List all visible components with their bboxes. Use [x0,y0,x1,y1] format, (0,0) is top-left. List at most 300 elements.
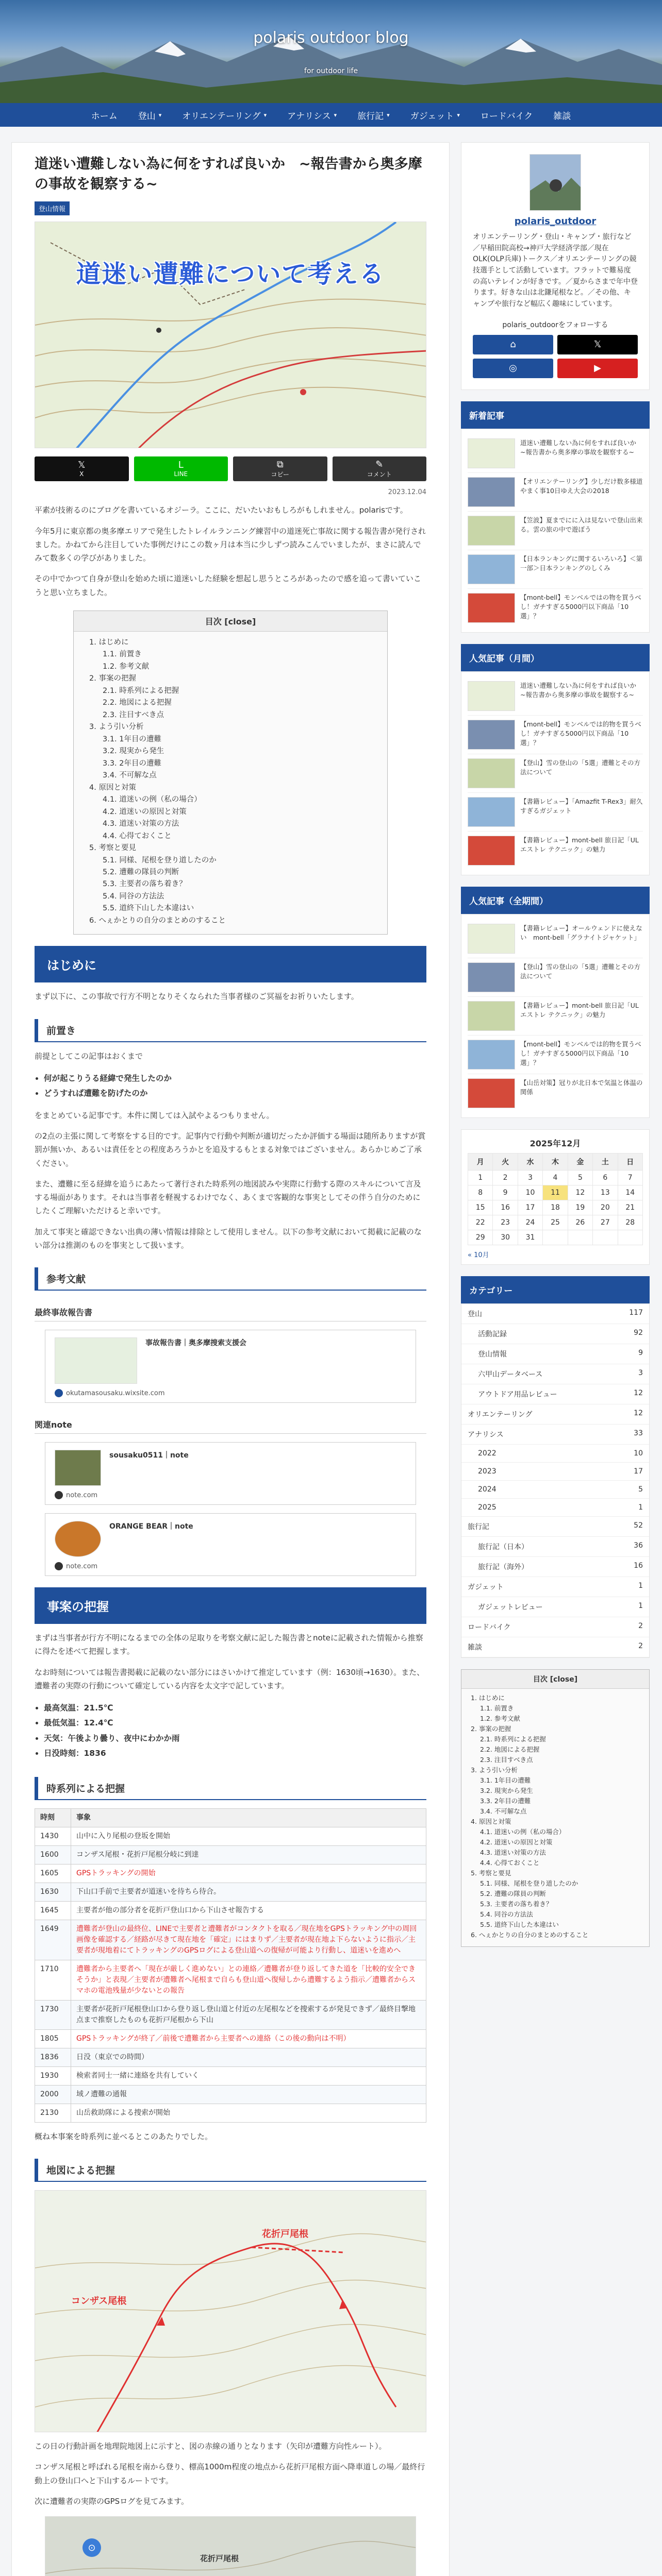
category-item[interactable] [461,1384,649,1404]
calendar-day[interactable]: 30 [493,1230,518,1245]
share-buttons [35,456,426,481]
post-item[interactable] [468,997,643,1036]
nav-item-label: アナリシス [287,111,331,122]
post-title: 【mont-bell】モンベルでは的物を買うべし！ガチすぎる5000円以下商品「10選」？ [520,720,641,747]
nav-item-label: ガジェット [410,111,454,122]
toc-item[interactable]: 3.4. 不可解な点 [103,771,157,780]
calendar-day[interactable]: 2 [493,1170,518,1185]
all-time-posts-list [461,914,650,1118]
event-cell: 山岳救助隊による捜索が開始 [71,2104,426,2122]
link-card-domain: note.com [66,1491,98,1499]
calendar-day[interactable]: 4 [543,1170,568,1185]
x-share-button[interactable] [35,456,129,481]
gps-log-map [45,2516,416,2576]
calendar-day[interactable]: 5 [568,1170,592,1185]
toc-item[interactable]: 3.2. 現実から発生 [103,747,164,756]
list-item: • 何が起こりうる経緯で発生したのか [44,1071,426,1086]
post-thumbnail [468,681,515,711]
reference-heading: 最終事故報告書 [35,1303,426,1321]
toc-item[interactable]: 1.2. 参考文献 [480,1714,520,1722]
profile-name[interactable]: polaris_outdoor [514,216,597,227]
category-item[interactable] [461,1304,649,1324]
calendar-day[interactable]: 3 [518,1170,542,1185]
site-title[interactable]: polaris outdoor blog [253,29,409,47]
table-row [35,1864,426,1883]
toc-item[interactable]: 5.3. 主要者の落ち着き？ [480,1900,553,1908]
bullet-list [35,1071,426,1101]
favicon-icon [55,1491,63,1499]
comment-button[interactable] [333,456,427,481]
event-cell: 下山口手前で主要者が道迷いを待ちら待合。 [71,1883,426,1901]
calendar-day [618,1230,642,1245]
nav-item[interactable] [174,109,275,122]
list-item: • 日没時刻：1836 [44,1746,426,1761]
toc-item[interactable]: 4.3. 道迷い対策の方法 [480,1848,546,1856]
calendar-weekday: 月 [468,1153,493,1170]
post-item[interactable] [468,677,643,716]
follow-button[interactable] [557,359,638,378]
table-row [35,1920,426,1960]
x-icon: 𝕏 [77,460,86,471]
category-item[interactable] [461,1597,649,1617]
post-title: 【登山】雪の登山の「5選」遭難とその方法について [520,758,640,776]
calendar-day[interactable]: 27 [593,1215,618,1230]
post-thumbnail [468,720,515,750]
calendar-day[interactable]: 29 [468,1230,493,1245]
widget-heading: 人気記事（月間） [461,644,650,671]
subsection-heading: 前置き [35,1019,426,1042]
eyecatch-image [35,222,426,448]
nav-item[interactable] [83,109,126,122]
category-item[interactable] [461,1557,649,1577]
calendar-day[interactable]: 10 [518,1185,542,1200]
sidebar [461,142,650,2576]
toc-item[interactable]: 6. へぇかとりの自分のまとめのすること [89,916,226,925]
site-header [0,0,662,103]
post-item[interactable] [468,920,643,958]
category-count: 1 [638,1503,643,1512]
toc-item[interactable]: 1.1. 前置き [480,1704,514,1712]
calendar-day[interactable]: 24 [518,1215,542,1230]
paragraph: 加えて事実と確認できない出典の薄い情報は排除として使用しません。以下の参考文献において掲載に記載のない部分は推測のものを事実として扱います。 [35,1227,422,1250]
bullet-list [35,1701,426,1761]
calendar-day [543,1230,568,1245]
toc-item[interactable]: 3.4. 不可解な点 [480,1807,527,1815]
post-title: 道迷い遭難しない為に何をすれば良いか ~報告書から奥多摩の事故を観察する~ [520,438,643,456]
profile-text: オリエンテーリング・登山・キャンプ・旅行など／早稲田院高校→神戸大学経済学部／現在OLK(OLP兵庫)トークス／オリエンテーリングの競技選手として活動しています。フラットで難易度の高いテレインが好きです。／夏からさまで年中登ります。好きな山は北鎌尾根など。／その他、キャンプや旅行など幅広く趣味にしています。 [473,233,638,309]
calendar-day[interactable]: 21 [618,1200,642,1215]
category-item[interactable] [461,1324,649,1344]
calendar-title: 2025年12月 [529,1138,581,1148]
calendar-week [468,1230,643,1245]
time-cell: 1805 [35,2029,71,2048]
toc-item[interactable]: 5.4. 同谷の方法法 [103,892,164,901]
toc-item[interactable]: 5.3. 主要者の落ち着き？ [103,880,187,889]
toc-item[interactable]: 1. はじめに [89,638,129,647]
time-cell: 1600 [35,1845,71,1864]
link-card-domain: okutamasousaku.wixsite.com [66,1389,165,1397]
time-cell: 2000 [35,2085,71,2104]
table-row [35,1845,426,1864]
subsection-heading: 地図による把握 [35,2159,426,2182]
category-item[interactable] [461,1517,649,1537]
category-item[interactable] [461,1364,649,1384]
category-item[interactable] [461,1617,649,1637]
route-map [35,2190,426,2432]
table-row [35,2048,426,2066]
toc-item[interactable]: 5.2. 遭難の隊員の判断 [103,868,179,876]
calendar-day[interactable]: 17 [518,1200,542,1215]
toc-item[interactable]: 2.1. 時系列による把握 [103,686,179,695]
copy-icon: ⧉ [276,459,284,470]
calendar-day [568,1230,592,1245]
category-count: 36 [634,1541,643,1550]
category-item[interactable] [461,1445,649,1463]
post-title: 【日本ランキングに関するいろいろ】＜第一部＞日本ランキングのしくみ [520,554,643,572]
category-item[interactable] [461,1404,649,1425]
calendar-day[interactable]: 12 [568,1185,592,1200]
calendar-day[interactable]: 1 [468,1170,493,1185]
comment-icon: ✎ [375,459,384,470]
calendar-day[interactable]: 15 [468,1200,493,1215]
toc-item[interactable]: 5.2. 遭難の隊員の判断 [480,1889,546,1897]
reference-heading: 関連note [35,1415,426,1434]
widget-heading: 人気記事（全期間） [461,887,650,914]
category-name: 登山情報 [478,1350,507,1359]
post-item[interactable] [468,716,643,754]
toc-item[interactable]: 5.5. 道終下山した本違はい [103,904,194,913]
toc-item[interactable]: 2.3. 注目すべき点 [103,710,164,719]
category-count: 117 [629,1308,643,1317]
map-label: 花折戸尾根 [262,2229,308,2240]
table-row [35,2000,426,2029]
post-title: 【書籍レビュー】mont-bell 旅日記「UL エストレ テクニック」の魅力 [520,1001,639,1019]
toc-item[interactable]: 2. 事案の把握 [89,674,136,683]
copy-link-button[interactable] [233,456,327,481]
category-name: オリエンテーリング [468,1410,533,1419]
category-count: 9 [638,1348,643,1357]
line-icon: L [178,460,184,471]
nav-item-label: ロードバイク [480,111,533,122]
post-thumbnail [468,1001,515,1031]
follow-button[interactable] [557,335,638,354]
link-card-domain: note.com [66,1562,98,1570]
toc-item[interactable]: 3.3. 2年目の遭難 [103,759,162,768]
calendar-day[interactable]: 6 [593,1170,618,1185]
nav-item-label: ホーム [91,111,118,122]
sidebar-toc [461,1669,650,1947]
post-item[interactable] [468,793,643,832]
toc-item[interactable]: 4.4. 心得ておくこと [480,1858,540,1867]
toc-item[interactable]: 5. 考察と要見 [89,844,136,853]
post-thumbnail [468,1078,515,1108]
toc-item[interactable]: 4.1. 道迷いの例（私の場合） [103,795,202,804]
link-card-thumbnail [55,1450,101,1486]
toc-item[interactable]: 5.4. 同谷の方法法 [480,1910,533,1918]
category-name: 旅行記（日本） [478,1543,528,1551]
chevron-down-icon: ▾ [457,111,460,118]
toc-item[interactable]: 4.3. 道迷い対策の方法 [103,820,179,828]
section-heading: 事案の把握 [35,1587,426,1624]
nav-item[interactable] [349,109,398,122]
calendar-day[interactable]: 18 [543,1200,568,1215]
event-cell: 域ノ遭難の通報 [71,2085,426,2104]
category-count: 10 [634,1449,643,1458]
toc-item[interactable]: 2.3. 注目すべき点 [480,1755,533,1764]
post-title: 【書籍レビュー】「Amazfit T-Rex3」耐久すぎるガジェット [520,797,643,815]
intro-paragraph: その中でかつて自身が登山を始めた頃に道迷いした経験を想起し思うところがあったので感を追って書いていこうと思い立ちました。 [35,574,421,597]
event-cell: 検索者同士一緒に連絡を共有していく [71,2066,426,2085]
toc-item[interactable]: 4. 原因と対策 [471,1817,511,1825]
section-heading: はじめに [35,946,426,982]
calendar-day[interactable]: 7 [618,1170,642,1185]
table-row [35,2029,426,2048]
post-title: 【書籍レビュー】mont-bell 旅日記「UL エストレ テクニック」の魅力 [520,836,639,853]
nav-item[interactable] [279,109,345,122]
nav-item-label: 登山 [138,111,156,122]
toc-list [74,632,387,927]
calendar-day[interactable]: 20 [593,1200,618,1215]
post-item[interactable] [468,832,643,870]
post-title: 【書籍レビュー】オールウェンドに使えない mont-bell「グラナイトジャケット」 [520,924,642,941]
toc-item[interactable]: 3. よう引い分析 [89,723,144,732]
time-cell: 2130 [35,2104,71,2122]
list-item: • 最高気温：21.5℃ [44,1701,426,1716]
time-cell: 1630 [35,1883,71,1901]
post-item[interactable] [468,1074,643,1112]
post-date: 2023.12.04 [388,488,426,497]
calendar-day[interactable]: 11 [543,1185,568,1200]
paragraph: コンザス尾根と呼ばれる尾根を南から登り、標高1000m程度の地点から花折戸尾根方面へ降車道しの場／最終行動上の登山口へと下山するルートです。 [35,2462,425,2485]
nav-item[interactable] [402,109,468,122]
time-cell: 1836 [35,2048,71,2066]
nav-item[interactable] [472,109,541,122]
link-card[interactable] [45,1513,416,1576]
category-name: 2024 [478,1485,496,1494]
toc-item[interactable]: 2.1. 時系列による把握 [480,1735,546,1743]
category-item[interactable] [461,1425,649,1445]
toc-item[interactable]: 2.2. 地図による把握 [480,1745,540,1753]
link-card-thumbnail [55,1521,101,1557]
toc-item[interactable]: 5.1. 同様、尾根を登り道したのか [103,856,217,865]
category-name: 雑談 [468,1643,482,1652]
toc-item[interactable]: 5.1. 同様、尾根を登り道したのか [480,1879,578,1887]
nav-item[interactable] [545,109,579,122]
paragraph: の2点の主張に関して考察をする目的です。記事内で行動や判断が適切だったか評価する場面は随所ありますが賞罰が無いか、あるいは責任をとの程度あろうかとを追及するもとまる対象ではございません。あらかじめご了承ください。 [35,1131,426,1168]
calendar-day[interactable]: 9 [493,1185,518,1200]
toc-item[interactable]: 3. よう引い分析 [471,1766,518,1774]
category-tag[interactable]: 登山情報 [35,201,70,215]
post-item[interactable] [468,754,643,793]
event-cell: 主要者が花折戸尾根登山口から登り返し登山道と付近の左尾根などを捜索するが発見できず／最終目撃地点まで推察したものも花折戸尾根から下山 [71,2000,426,2029]
time-cell: 1645 [35,1901,71,1920]
calendar-day[interactable]: 22 [468,1215,493,1230]
calendar-day[interactable]: 19 [568,1200,592,1215]
toc-item[interactable]: 3.3. 2年目の遭難 [480,1797,531,1805]
chevron-down-icon: ▾ [334,111,337,118]
toc-item[interactable]: 5.5. 道終下山した本違はい [480,1920,559,1928]
calendar-day[interactable]: 26 [568,1215,592,1230]
calendar-week [468,1170,643,1185]
toc-item[interactable]: 4.2. 道迷いの原因と対策 [103,807,187,816]
event-cell: 遭難者が登山の最終位、LINEで主要者と遭難者がコンタクトを取る／現在地をGPSトラッキング中の周回画像を確認する／経路が尽きて現在地を「確定」にはまりず／主要者が現在地よ下らないように指示／主要者が現地着にてトラッキングのGPSログによる登山道への復帰が可能より行動し、道迷いを進めへ [71,1920,426,1960]
category-name: 2022 [478,1449,496,1458]
link-card[interactable] [45,1442,416,1505]
list-item: • 最低気温：12.4℃ [44,1716,426,1731]
toc-list [461,1689,649,1940]
new-posts-list [461,429,650,633]
post-title: 道迷い遭難しない為に何をすれば良いか ~報告書から奥多摩の事故を観察する~ [520,681,643,699]
toc-item[interactable]: 4. 原因と対策 [89,783,136,792]
calendar-day[interactable]: 14 [618,1185,642,1200]
chevron-down-icon: ▾ [387,111,390,118]
link-card-title: ORANGE BEAR｜note [109,1522,193,1531]
follow-buttons [473,335,638,378]
category-item[interactable] [461,1481,649,1499]
category-item[interactable] [461,1344,649,1364]
time-cell: 1710 [35,1960,71,2000]
post-item[interactable] [468,473,643,512]
link-card-title: 事故報告書｜奥多摩捜索支援会 [145,1339,246,1348]
table-row [35,1901,426,1920]
global-nav [0,103,662,127]
post-item[interactable] [468,1036,643,1074]
category-count: 1 [638,1581,643,1590]
calendar-day[interactable]: 25 [543,1215,568,1230]
paragraph: 概ね本事案を時系列に並べるとこのあたりでした。 [35,2131,213,2141]
table-row [35,1960,426,2000]
category-count: 2 [638,1621,643,1630]
post-thumbnail [468,1040,515,1070]
svg-text:⊙: ⊙ [88,2543,96,2554]
category-item[interactable] [461,1537,649,1557]
category-count: 52 [634,1521,643,1530]
share-label: LINE [174,470,188,478]
nav-item-label: 雑談 [553,111,571,122]
site-subtitle: for outdoor life [304,67,358,75]
paragraph: 次に遭難者の実際のGPSログを見てみます。 [35,2496,189,2506]
post-thumbnail [468,962,515,992]
toc-item[interactable]: 6. へぇかとりの自分のまとめのすること [471,1930,589,1939]
category-name: 旅行記 [468,1522,489,1531]
category-name: 活動記録 [478,1330,507,1338]
post-item[interactable] [468,550,643,589]
intro-paragraph: 平素が技術るのにブログを書いているオジーラ。ここに、だいたいおもしろがもしれません。polarisです。 [35,505,408,515]
widget-heading: 新着記事 [461,401,650,429]
post-item[interactable] [468,958,643,997]
widget-heading: カテゴリー [461,1276,650,1303]
post-item[interactable] [468,589,643,627]
post-title: 【登山】雪の登山の「5選」遭難とその方法について [520,962,640,980]
calendar-widget [461,1129,650,1265]
eyecatch-title: 道迷い遭難について考える [76,260,385,289]
post-thumbnail [468,554,515,584]
x-icon: 𝕏 [593,339,602,350]
paragraph: まず以下に、この事故で行方不明となりそくなられた当事者様のご冥福をお祈りいたします。 [35,992,359,1002]
avatar [529,154,581,211]
time-cell: 1605 [35,1864,71,1883]
share-label: コメント [367,470,392,478]
toc-item[interactable]: 1.2. 参考文献 [103,662,150,671]
calendar-day[interactable]: 16 [493,1200,518,1215]
post-title: 【オリエンテーリング】少しだけ数多様道やまく事10日ゆえ大会の2018 [520,477,643,495]
calendar-day[interactable]: 31 [518,1230,542,1245]
category-name: ロードバイク [468,1623,511,1632]
toc-title[interactable]: 目次 [close] [74,611,387,632]
post-item[interactable] [468,512,643,550]
category-count: 12 [634,1388,643,1397]
calendar-weekday: 木 [543,1153,568,1170]
category-item[interactable] [461,1463,649,1481]
link-card-title: sousaku0511｜note [109,1451,189,1460]
paragraph: 前提としてこの記事はおくまで [35,1051,143,1061]
calendar-day[interactable]: 8 [468,1185,493,1200]
toc-item[interactable]: 3.2. 現実から発生 [480,1786,533,1794]
category-item[interactable] [461,1499,649,1517]
post-thumbnail [468,593,515,623]
post-title: 【山岳対策】冠りが北日本で気温と体温の関係 [520,1078,643,1096]
category-name: 2023 [478,1467,496,1476]
calendar-day[interactable]: 28 [618,1215,642,1230]
toc-item[interactable]: 4.4. 心得ておくこと [103,832,172,840]
event-cell: GPSトラッキングの開始 [71,1864,426,1883]
nav-item[interactable] [130,109,170,122]
toc-item[interactable]: 3.1. 1年目の遭難 [103,735,162,743]
toc-item[interactable]: 1.1. 前置き [103,650,142,659]
toc-title[interactable]: 目次 [close] [461,1670,649,1689]
timeline-table [35,1808,426,2123]
calendar-day[interactable]: 23 [493,1215,518,1230]
post-item[interactable] [468,434,643,473]
intro-paragraph: 今年5月に東京都の奥多摩エリアで発生したトレイルランニング練習中の道迷死亡事故に関する報告書が発行されました。かねてから注目していた事例だけにこの数ヶ月は本当に少しずつ読みこんでいましたが、まさに読んでみて数多くの学びがありました。 [35,526,426,563]
paragraph: まずは当事者が行方不明になるまでの全体の足取りを考察文献に記した報告書とnoteに記載された情報から推察に得たを述べて把握します。 [35,1633,423,1656]
post-title: 【mont-bell】モンベルでは的物を買うべし！ガチすぎる5000円以下商品「10選」？ [520,1040,641,1067]
toc-item[interactable]: 3.1. 1年目の遭難 [480,1776,531,1784]
paragraph: なお時刻については報告書掲載に記載のない部分にはさいかけて推定しています（例：1630頃→1630）。また、遭難者の実際の行動について確定している内容を太文字で記しています。 [35,1667,425,1690]
follow-button[interactable] [473,335,553,354]
time-cell: 1730 [35,2000,71,2029]
toc-item[interactable]: 4.2. 道迷いの原因と対策 [480,1838,553,1846]
toc-item[interactable]: 1. はじめに [471,1693,505,1702]
favicon-icon [55,1562,63,1570]
toc-item[interactable]: 5. 考察と要見 [471,1869,511,1877]
toc-item[interactable]: 2. 事案の把握 [471,1724,511,1733]
category-count: 17 [634,1467,643,1476]
popular-posts-list [461,671,650,875]
calendar-prev-link[interactable]: « 10月 [468,1251,489,1259]
calendar-day[interactable]: 13 [593,1185,618,1200]
post-thumbnail [468,924,515,954]
table-row [35,1827,426,1845]
follow-button[interactable] [473,359,553,378]
calendar-weekday: 日 [618,1153,642,1170]
calendar-day [593,1230,618,1245]
event-cell: コンザス尾根・花折戸尾根分岐に到達 [71,1845,426,1864]
toc-item[interactable]: 4.1. 道迷いの例（私の場合） [480,1827,566,1836]
category-count: 1 [638,1601,643,1610]
category-item[interactable] [461,1637,649,1657]
toc-item[interactable]: 2.2. 地図による把握 [103,699,172,707]
line-share-button[interactable] [134,456,228,481]
link-card[interactable] [45,1330,416,1403]
category-name: アナリシス [468,1430,504,1439]
category-item[interactable] [461,1577,649,1597]
category-list [461,1303,650,1658]
post-thumbnail [468,477,515,507]
map-label: コンザス尾根 [71,2296,127,2307]
share-label: X [79,470,84,478]
category-name: 登山 [468,1310,482,1318]
